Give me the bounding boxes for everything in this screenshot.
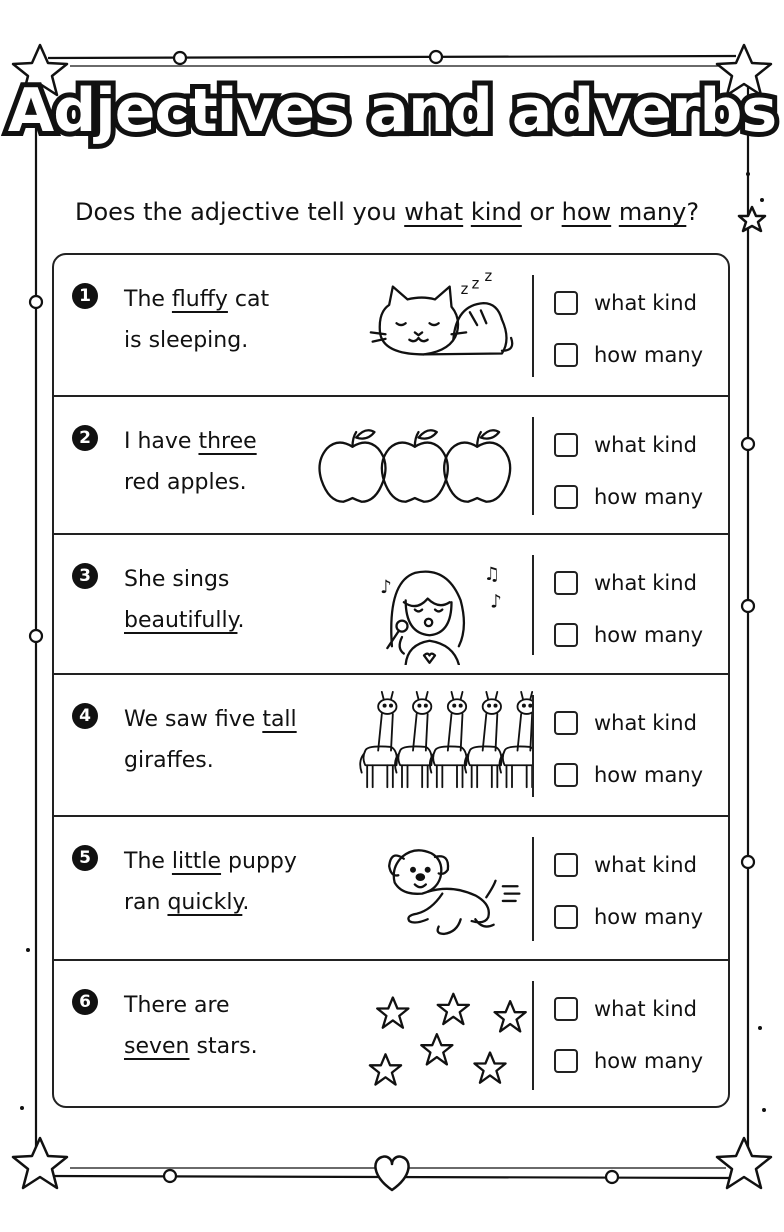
sentence-line-2: beautifully.	[124, 608, 245, 633]
how-many-checkbox[interactable]	[554, 485, 578, 509]
option-label: what kind	[594, 997, 697, 1021]
svg-text:z: z	[471, 275, 480, 293]
corner-star-icon	[717, 1138, 771, 1188]
item-number-badge: 1	[72, 283, 98, 309]
corner-star-icon	[13, 1138, 67, 1188]
row-divider	[532, 981, 534, 1090]
how-many-checkbox[interactable]	[554, 763, 578, 787]
exercise-row	[54, 817, 728, 961]
svg-text:♪: ♪	[490, 591, 502, 613]
option-label: how many	[594, 763, 704, 787]
sentence-line-2: is sleeping.	[124, 328, 249, 353]
row-divider	[532, 417, 534, 515]
item-number-badge: 2	[72, 425, 98, 451]
item-number-badge: 4	[72, 703, 98, 729]
exercise-row	[54, 961, 728, 1108]
heart-icon	[375, 1157, 408, 1190]
what-kind-checkbox[interactable]	[554, 433, 578, 457]
option-label: how many	[594, 623, 704, 647]
sentence-line-2: giraffes.	[124, 748, 214, 773]
exercise-row	[54, 535, 728, 675]
what-kind-checkbox[interactable]	[554, 291, 578, 315]
what-kind-checkbox[interactable]	[554, 997, 578, 1021]
svg-text:z: z	[460, 280, 469, 298]
small-star-icon	[739, 207, 765, 231]
row-divider	[532, 837, 534, 941]
what-kind-checkbox-option[interactable]	[554, 289, 697, 317]
how-many-checkbox-option[interactable]	[554, 621, 703, 649]
row-divider	[532, 555, 534, 655]
what-kind-checkbox-option[interactable]	[554, 431, 697, 459]
what-kind-checkbox[interactable]	[554, 853, 578, 877]
how-many-checkbox[interactable]	[554, 1049, 578, 1073]
how-many-checkbox-option[interactable]	[554, 761, 703, 789]
item-number-badge: 6	[72, 989, 98, 1015]
what-kind-checkbox-option[interactable]	[554, 995, 697, 1023]
exercise-row	[54, 255, 728, 397]
page-title: Adjectives and adverbs	[7, 76, 777, 146]
exercise-row	[54, 675, 728, 817]
how-many-checkbox[interactable]	[554, 905, 578, 929]
how-many-checkbox-option[interactable]	[554, 483, 703, 511]
svg-text:z: z	[484, 268, 493, 286]
option-label: how many	[594, 343, 704, 367]
sentence-line-1: The fluffy cat	[124, 287, 270, 312]
option-label: how many	[594, 905, 704, 929]
sentence-line-1: We saw five tall	[124, 707, 297, 732]
how-many-checkbox-option[interactable]	[554, 1047, 703, 1075]
how-many-checkbox[interactable]	[554, 343, 578, 367]
sentence-line-2: red apples.	[124, 470, 247, 495]
sentence-line-1: She sings	[124, 567, 230, 592]
instruction-text: Does the adjective tell you what kind or how many?	[75, 198, 700, 226]
option-label: what kind	[594, 571, 697, 595]
how-many-checkbox[interactable]	[554, 623, 578, 647]
singing-girl-icon	[314, 545, 534, 665]
option-label: what kind	[594, 853, 697, 877]
svg-text:♪: ♪	[380, 577, 392, 599]
what-kind-checkbox-option[interactable]	[554, 569, 697, 597]
what-kind-checkbox[interactable]	[554, 711, 578, 735]
exercise-table	[52, 253, 730, 1108]
how-many-checkbox-option[interactable]	[554, 903, 703, 931]
running-puppy-icon	[314, 829, 534, 949]
apples-icon	[314, 406, 534, 526]
option-label: what kind	[594, 433, 697, 457]
exercise-row	[54, 397, 728, 535]
row-divider	[532, 275, 534, 377]
item-number-badge: 3	[72, 563, 98, 589]
sentence-line-2: ran quickly.	[124, 890, 250, 915]
svg-text:♫: ♫	[483, 564, 501, 586]
option-label: how many	[594, 485, 704, 509]
what-kind-checkbox[interactable]	[554, 571, 578, 595]
sleeping-cat-icon	[314, 266, 534, 386]
what-kind-checkbox-option[interactable]	[554, 851, 697, 879]
item-number-badge: 5	[72, 845, 98, 871]
sentence-line-1: I have three	[124, 429, 257, 454]
sentence-line-2: seven stars.	[124, 1034, 258, 1059]
row-divider	[532, 695, 534, 797]
option-label: what kind	[594, 711, 697, 735]
sentence-line-1: There are	[124, 993, 230, 1018]
how-many-checkbox-option[interactable]	[554, 341, 703, 369]
sentence-line-1: The little puppy	[124, 849, 297, 874]
giraffes-icon	[314, 686, 534, 806]
what-kind-checkbox-option[interactable]	[554, 709, 697, 737]
option-label: how many	[594, 1049, 704, 1073]
option-label: what kind	[594, 291, 697, 315]
stars-icon	[314, 976, 534, 1096]
